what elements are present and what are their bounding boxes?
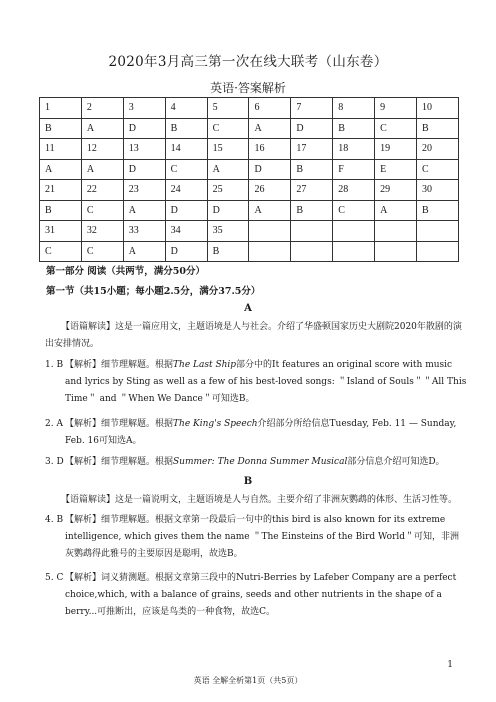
- passage-b-intro: 【语篇解读】这是一篇说明文，主题语境是人与自然。主要介绍了非洲灰鹦鹉的体形、生活习性等。: [61, 495, 458, 505]
- answer-table-cell: 22: [81, 180, 123, 201]
- page-number: 1: [447, 660, 453, 670]
- page-title: 2020年3月高三第一次在线大联考（山东卷）: [108, 54, 388, 70]
- answer-table-cell: 23: [123, 180, 165, 201]
- answer-table-cell: 15: [207, 139, 249, 160]
- question-text: 【解析】细节理解题。根据文章第一段最后一句中的this bird is also known for its extreme intelligence, which gives them the name ＂The Einsteins of the Bird World＂可知，非洲灰鹦鹉得此雅号的主要原因是聪明，故选B。: [65, 515, 460, 559]
- answer-table-cell: A: [40, 159, 82, 180]
- answer-table-cell: 21: [40, 180, 82, 201]
- answer-table-cell: 19: [375, 139, 417, 160]
- answer-table-cell: 17: [291, 139, 333, 160]
- question-3: [45, 454, 467, 471]
- answer-table-cell: 34: [165, 221, 207, 242]
- answer-table-cell: 3: [123, 98, 165, 119]
- answer-table-cell: C: [207, 118, 249, 139]
- answer-table-cell: E: [375, 159, 417, 180]
- answer-table-cell: 6: [249, 98, 291, 119]
- page-subtitle: 英语·答案解析: [210, 81, 286, 95]
- answer-table-cell: D: [123, 118, 165, 139]
- answer-table-cell: D: [207, 200, 249, 221]
- answer-table-cell: 25: [207, 180, 249, 201]
- answer-table-row: [40, 241, 459, 262]
- answer-table-cell: 31: [40, 221, 82, 242]
- answer-table-cell: [249, 241, 291, 262]
- answer-table-cell: 18: [333, 139, 375, 160]
- answer-table-cell: [291, 221, 333, 242]
- answer-table-cell: 33: [123, 221, 165, 242]
- question-number: 2. A: [45, 419, 63, 429]
- answer-table-cell: 12: [81, 139, 123, 160]
- section-heading: 第一节（共15小题；每小题2.5分，满分37.5分）: [46, 286, 261, 297]
- answer-table-cell: 20: [417, 139, 459, 160]
- answer-table-cell: 11: [40, 139, 82, 160]
- answer-table-cell: A: [249, 118, 291, 139]
- answer-table-cell: 4: [165, 98, 207, 119]
- question-title-italic: Summer: The Donna Summer Musical: [173, 457, 348, 467]
- answer-table-cell: 2: [81, 98, 123, 119]
- answer-table-row: [40, 98, 459, 119]
- question-number: 3. D: [45, 457, 64, 467]
- question-2: [45, 416, 467, 450]
- answer-table-cell: 7: [291, 98, 333, 119]
- answer-table-cell: B: [417, 118, 459, 139]
- answer-table-row: [40, 139, 459, 160]
- question-text-post: 介绍部分所给信息Tuesday, Feb. 11 — Sunday, Feb. 16可知选A。: [65, 419, 457, 446]
- answer-table-cell: 1: [40, 98, 82, 119]
- answer-table-cell: B: [207, 241, 249, 262]
- answer-table-cell: D: [291, 118, 333, 139]
- answer-table-cell: D: [165, 200, 207, 221]
- answer-table-cell: D: [123, 159, 165, 180]
- question-title-italic: The King's Speech: [173, 419, 258, 429]
- answer-table-cell: A: [81, 118, 123, 139]
- answer-table-cell: 8: [333, 98, 375, 119]
- answer-table-cell: [375, 221, 417, 242]
- question-number: 4. B: [45, 515, 64, 525]
- answer-table-cell: 32: [81, 221, 123, 242]
- question-text-post: 部分中的It features an original score with music and lyrics by Sting as well as a few of his best-loved songs: ＂Island of Souls＂＂All This Time＂ and ＂When We Dance＂可知选B。: [65, 360, 467, 404]
- answer-table-cell: B: [40, 200, 82, 221]
- answer-table-cell: 14: [165, 139, 207, 160]
- answer-table-cell: B: [40, 118, 82, 139]
- question-1: [45, 357, 467, 408]
- answer-table-cell: A: [375, 200, 417, 221]
- answer-table-cell: [375, 241, 417, 262]
- answer-table-cell: 5: [207, 98, 249, 119]
- answer-table-cell: A: [207, 159, 249, 180]
- answer-table-cell: [249, 221, 291, 242]
- question-number: 1. B: [45, 360, 64, 370]
- answer-table-cell: 13: [123, 139, 165, 160]
- question-text-pre: 【解析】细节理解题。根据: [65, 360, 174, 370]
- answer-table-row: [40, 221, 459, 242]
- question-4: [45, 512, 467, 563]
- answer-table-cell: 26: [249, 180, 291, 201]
- answer-table-cell: D: [249, 159, 291, 180]
- answer-table-cell: B: [291, 200, 333, 221]
- answer-table-cell: [291, 241, 333, 262]
- answer-table-cell: [333, 221, 375, 242]
- answer-table-cell: 10: [417, 98, 459, 119]
- answer-table-cell: 9: [375, 98, 417, 119]
- answer-table-cell: C: [375, 118, 417, 139]
- page-footer: 英语 全解全析第1页（共5页）: [193, 676, 303, 685]
- question-text: 【解析】词义猜测题。根据文章第三段中的Nutri-Berries by Lafeber Company are a perfect choice,which, with a balance of grains, seeds and other nutrients in the shape of a berry...可推断出，应该是鸟类的一种食物，故选C。: [65, 573, 457, 617]
- answer-table-cell: C: [333, 200, 375, 221]
- answer-table-cell: D: [165, 241, 207, 262]
- part-heading: 第一部分 阅读（共两节，满分50分）: [46, 266, 206, 277]
- answer-table-cell: 28: [333, 180, 375, 201]
- answer-table-cell: C: [40, 241, 82, 262]
- answer-table-cell: B: [333, 118, 375, 139]
- answer-table-row: [40, 200, 459, 221]
- answer-table-cell: C: [81, 241, 123, 262]
- answer-table-row: [40, 180, 459, 201]
- answer-table-cell: [417, 241, 459, 262]
- answer-table-cell: A: [249, 200, 291, 221]
- answer-table-cell: F: [333, 159, 375, 180]
- question-text-pre: 【解析】细节理解题。根据: [65, 457, 174, 467]
- answer-table-cell: 27: [291, 180, 333, 201]
- answer-table-cell: B: [417, 200, 459, 221]
- answer-table-cell: A: [81, 159, 123, 180]
- answer-table-cell: 24: [165, 180, 207, 201]
- question-number: 5. C: [45, 573, 64, 583]
- answer-table-cell: [417, 221, 459, 242]
- answer-table-cell: C: [165, 159, 207, 180]
- answer-table-cell: 16: [249, 139, 291, 160]
- question-title-italic: The Last Ship: [173, 360, 237, 370]
- answer-table-cell: C: [81, 200, 123, 221]
- answer-table-cell: A: [123, 241, 165, 262]
- question-text-pre: 【解析】细节理解题。根据: [65, 419, 174, 429]
- answer-table-cell: 29: [375, 180, 417, 201]
- answer-table-cell: [333, 241, 375, 262]
- passage-a-label: A: [244, 303, 252, 314]
- answer-table-cell: 35: [207, 221, 249, 242]
- question-5: [45, 570, 467, 621]
- answer-table-cell: A: [123, 200, 165, 221]
- answer-table-cell: 30: [417, 180, 459, 201]
- answer-table-cell: B: [165, 118, 207, 139]
- passage-a-intro: 【语篇解读】这是一篇应用文，主题语境是人与社会。介绍了华盛顿国家历史大剧院2020年散剧的演出安排情况。: [45, 322, 462, 349]
- answer-table: [39, 97, 459, 262]
- answer-table-row: [40, 118, 459, 139]
- passage-b-label: B: [243, 476, 253, 487]
- answer-table-cell: C: [417, 159, 459, 180]
- answer-table-row: [40, 159, 459, 180]
- question-text-post: 部分信息介绍可知选D。: [347, 457, 445, 467]
- answer-table-cell: B: [291, 159, 333, 180]
